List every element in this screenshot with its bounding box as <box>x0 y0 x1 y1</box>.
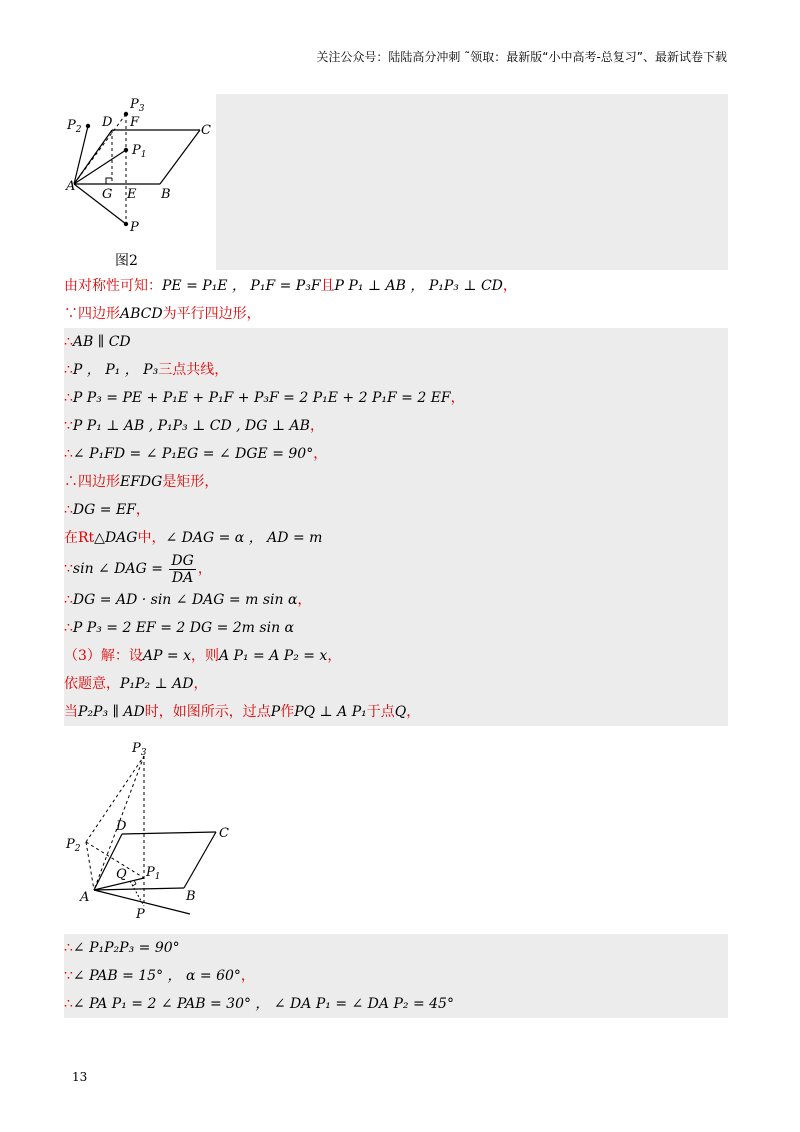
figure-2-diagram <box>64 94 216 270</box>
solution-line: ∴P ， P₁ ， P₃三点共线， <box>64 356 728 384</box>
solution-line: ∴DG = AD · sin ∠ DAG = m sin α， <box>64 586 728 614</box>
solution-line: 当P₂P₃ ∥ AD时，如图所示，过点P作PQ ⊥ A P₁于点Q， <box>64 698 728 726</box>
label-d: D <box>116 819 127 834</box>
solution-line: ∵四边形ABCD为平行四边形， <box>64 306 261 322</box>
label-p1: $P_1$ <box>132 143 147 160</box>
label-c: C <box>201 123 211 138</box>
conclusion-text <box>64 934 728 1018</box>
label-q: Q <box>116 867 127 882</box>
solution-line: ∴P P₃ = PE + P₁E + P₁F + P₃F = 2 P₁E + 2 P₁F = 2 EF， <box>64 384 728 412</box>
solution-line: ∴P P₃ = 2 EF = 2 DG = 2m sin α <box>64 614 728 642</box>
solution-line: ∴DG = EF， <box>64 496 728 524</box>
label-g: G <box>102 187 113 202</box>
solution-line: ∵sin ∠ DAG = $\frac{DG}{DA}$ ， <box>64 552 728 586</box>
solution-line: ∴四边形EFDG是矩形， <box>64 468 728 496</box>
figure-caption: 图2 <box>115 253 138 269</box>
page-number: 13 <box>72 1070 88 1084</box>
solution-line: ∵P P₁ ⊥ AB , P₁P₃ ⊥ CD , DG ⊥ AB， <box>64 412 728 440</box>
label-b: B <box>186 889 196 904</box>
solution-text <box>64 272 728 726</box>
second-figure-diagram <box>64 740 238 926</box>
label-a: A <box>80 890 90 905</box>
solution-line: ∴AB ∥ CD <box>64 328 728 356</box>
label-b: B <box>161 187 171 202</box>
solution-line: 依题意，P₁P₂ ⊥ AD， <box>64 670 728 698</box>
shaded-region <box>216 94 728 270</box>
solution-line: 由对称性可知：PE = P₁E ， P₁F = P₃F且P P₁ ⊥ AB ， P₁P₃ ⊥ CD， <box>64 278 517 294</box>
label-p: P <box>130 220 139 235</box>
fraction: $\frac{DG}{DA}$ <box>171 552 194 586</box>
solution-line: ∴∠ P₁FD = ∠ P₁EG = ∠ DGE = 90°， <box>64 440 728 468</box>
label-e: E <box>127 187 137 202</box>
label-p3: $P_3$ <box>130 97 145 114</box>
label-a: A <box>66 179 76 194</box>
solution-line: 在Rt△DAG中，∠ DAG = α ， AD = m <box>64 524 728 552</box>
label-c: C <box>219 826 229 841</box>
label-p: P <box>136 907 145 922</box>
label-p2: $P_2$ <box>66 837 81 854</box>
label-p2: $P_2$ <box>67 118 82 135</box>
solution-line: ∴∠ PA P₁ = 2 ∠ PAB = 30° ， ∠ DA P₁ = ∠ DA P₂ = 45° <box>64 990 728 1018</box>
solution-line: ∵∠ PAB = 15° ， α = 60°， <box>64 962 728 990</box>
label-p1: $P_1$ <box>146 865 161 882</box>
page-header: 关注公众号：陆陆高分冲刺 ˜领取：最新版“小中高考-总复习”、最新试卷下载 <box>316 50 727 64</box>
label-f: F <box>130 115 140 130</box>
solution-line: ∴∠ P₁P₂P₃ = 90° <box>64 934 728 962</box>
label-d: D <box>102 115 113 130</box>
solution-line: （3）解：设AP = x，则A P₁ = A P₂ = x， <box>64 642 728 670</box>
label-p3: $P_3$ <box>132 741 147 758</box>
